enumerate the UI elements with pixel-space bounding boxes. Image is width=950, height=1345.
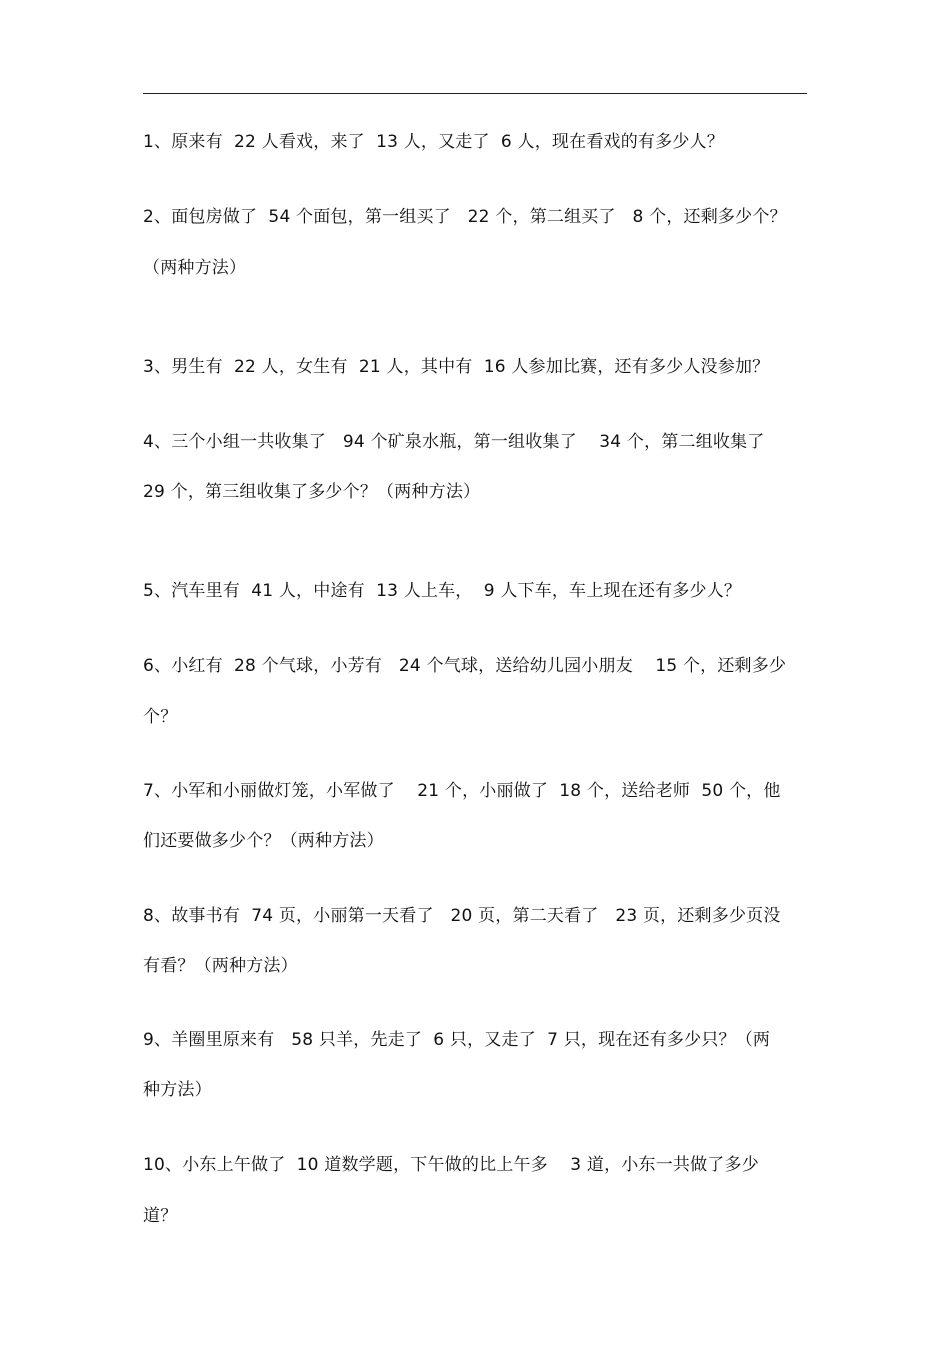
problem-4-line-1: 4、三个小组一共收集了 94 个矿泉水瓶，第一组收集了 34 个，第二组收集了 — [143, 432, 765, 452]
problem-7-line-1: 7、小军和小丽做灯笼，小军做了 21 个，小丽做了 18 个，送给老师 50 个，他 — [143, 781, 781, 801]
problem-2-line-1: 2、面包房做了 54 个面包，第一组买了 22 个，第二组买了 8 个，还剩多少个？ — [143, 207, 787, 227]
problem-8-line-2: 有看？（两种方法） — [143, 956, 298, 976]
problem-3-line-1: 3、男生有 22 人，女生有 21 人，其中有 16 人参加比赛，还有多少人没参加？ — [143, 357, 770, 377]
problem-7-line-2: 们还要做多少个？（两种方法） — [143, 831, 384, 851]
header-rule — [143, 93, 807, 94]
problem-5-line-1: 5、汽车里有 41 人，中途有 13 人上车， 9 人下车，车上现在还有多少人？ — [143, 581, 742, 601]
problem-9-line-1: 9、羊圈里原来有 58 只羊，先走了 6 只，又走了 7 只，现在还有多少只？（两 — [143, 1030, 771, 1050]
problem-1-line-1: 1、原来有 22 人看戏，来了 13 人，又走了 6 人，现在看戏的有多少人？ — [143, 132, 724, 152]
problem-8-line-1: 8、故事书有 74 页，小丽第一天看了 20 页，第二天看了 23 页，还剩多少页没 — [143, 906, 781, 926]
problem-6-line-2: 个？ — [143, 707, 178, 727]
problem-10-line-2: 道？ — [143, 1206, 178, 1226]
problem-6-line-1: 6、小红有 28 个气球，小芳有 24 个气球，送给幼儿园小朋友 15 个，还剩多少 — [143, 656, 787, 676]
problem-2-line-2: （两种方法） — [143, 258, 247, 278]
problem-9-line-2: 种方法） — [143, 1080, 212, 1100]
problem-4-line-2: 29 个，第三组收集了多少个？（两种方法） — [143, 482, 481, 502]
problem-10-line-1: 10、小东上午做了 10 道数学题，下午做的比上午多 3 道，小东一共做了多少 — [143, 1155, 759, 1175]
